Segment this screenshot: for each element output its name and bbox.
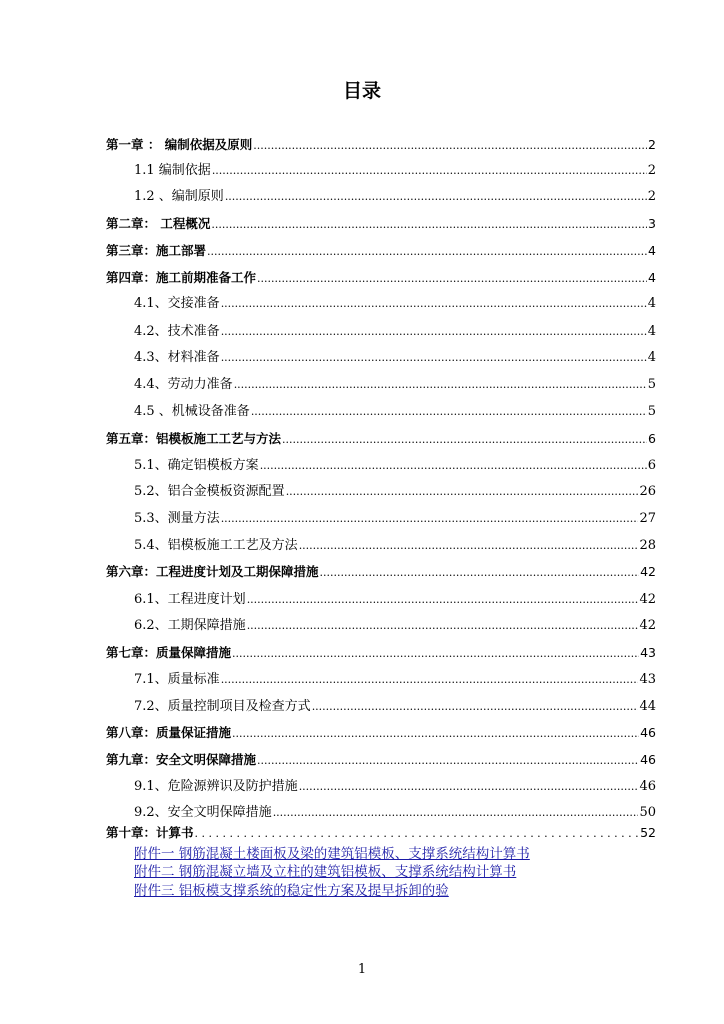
toc-entry-page: 3 <box>648 216 656 231</box>
toc-dot-leader <box>286 484 639 500</box>
toc-chapter-entry[interactable] <box>106 825 656 842</box>
toc-entry-page: 6 <box>648 431 656 446</box>
toc-entry-page: 52 <box>640 825 656 840</box>
toc-entry-page: 4 <box>647 324 656 339</box>
toc-entry-page: 4 <box>648 243 656 258</box>
toc-entry-label: 第十章：计算书 <box>106 825 194 840</box>
toc-section-entry[interactable] <box>134 324 656 340</box>
toc-dot-leader <box>232 726 639 742</box>
toc-dot-leader <box>221 296 647 312</box>
toc-entry-label: 7.1、质量标准 <box>134 672 220 687</box>
toc-section-entry[interactable] <box>134 592 656 608</box>
toc-chapter-entry[interactable] <box>106 243 656 260</box>
toc-dot-leader <box>257 271 647 287</box>
toc-section-entry[interactable] <box>134 618 656 634</box>
toc-entry-label: 4.4、劳动力准备 <box>134 377 233 392</box>
toc-entry-label: 6.2、工期保障措施 <box>134 618 246 633</box>
toc-dot-leader <box>299 779 639 795</box>
toc-section-entry[interactable] <box>134 672 656 688</box>
toc-section-entry[interactable] <box>134 377 656 393</box>
annex-link[interactable]: 附件三 铝板模支撑系统的稳定性方案及提早拆卸的验 <box>134 883 449 899</box>
toc-section-entry[interactable] <box>134 779 656 795</box>
toc-chapter-entry[interactable] <box>106 270 656 287</box>
toc-entry-label: 第二章： 工程概况 <box>106 216 211 231</box>
toc-entry-label: 9.2、安全文明保障措施 <box>134 805 272 820</box>
toc-entry-page: 43 <box>639 672 656 687</box>
toc-entry-label: 第一章 ： 编制依据及原则 <box>106 137 253 152</box>
toc-entry-label: 第八章：质量保证措施 <box>106 725 232 740</box>
toc-dot-leader <box>221 672 639 688</box>
toc-entry-label: 4.5 、机械设备准备 <box>134 404 250 419</box>
toc-chapter-entry[interactable] <box>106 564 656 581</box>
toc-dot-leader <box>273 805 639 821</box>
toc-entry-label: 5.3、测量方法 <box>134 511 220 526</box>
toc-entry-page: 42 <box>639 618 656 633</box>
toc-section-entry[interactable] <box>134 511 656 527</box>
toc-entry-label: 第六章：工程进度计划及工期保障措施 <box>106 564 319 579</box>
toc-dot-leader <box>253 138 647 154</box>
toc-dot-leader <box>282 432 647 448</box>
toc-chapter-entry[interactable] <box>106 645 656 662</box>
toc-dot-leader <box>299 538 639 554</box>
toc-entry-page: 2 <box>648 137 656 152</box>
toc-dot-leader <box>232 646 639 662</box>
toc-dot-leader <box>257 753 639 769</box>
toc-entry-page: 42 <box>639 592 656 607</box>
toc-entry-label: 4.2、技术准备 <box>134 324 220 339</box>
toc-entry-page: 50 <box>639 805 656 820</box>
toc-entry-page: 26 <box>639 484 656 499</box>
toc-entry-page: 4 <box>648 270 656 285</box>
toc-dot-leader <box>251 404 647 420</box>
toc-dot-leader <box>320 565 640 581</box>
toc-dot-leader <box>207 244 647 260</box>
toc-dot-leader <box>221 511 639 527</box>
annex-link[interactable]: 附件二 钢筋混凝立墙及立柱的建筑铝模板、支撑系统结构计算书 <box>134 864 517 880</box>
toc-dot-leader <box>247 618 639 634</box>
toc-dot-leader <box>212 163 647 179</box>
toc-entry-page: 6 <box>647 458 656 473</box>
toc-entry-page: 27 <box>639 511 656 526</box>
toc-entry-page: 2 <box>647 163 656 178</box>
toc-entry-label: 7.2、质量控制项目及检查方式 <box>134 699 311 714</box>
toc-entry-label: 5.1、确定铝模板方案 <box>134 458 259 473</box>
toc-section-entry[interactable] <box>134 805 656 821</box>
toc-entry-page: 46 <box>639 779 656 794</box>
toc-dot-leader <box>247 592 639 608</box>
toc-section-entry[interactable] <box>134 296 656 312</box>
toc-chapter-entry[interactable] <box>106 216 656 233</box>
toc-entry-label: 4.1、交接准备 <box>134 296 220 311</box>
toc-section-entry[interactable] <box>134 163 656 179</box>
toc-entry-page: 44 <box>639 699 656 714</box>
toc-entry-label: 6.1、工程进度计划 <box>134 592 246 607</box>
toc-chapter-entry[interactable] <box>106 725 656 742</box>
toc-entry-page: 4 <box>647 296 656 311</box>
toc-entry-page: 42 <box>640 564 656 579</box>
toc-entry-label: 9.1、危险源辨识及防护措施 <box>134 779 298 794</box>
annex-link[interactable]: 附件一 钢筋混凝土楼面板及梁的建筑铝模板、支撑系统结构计算书 <box>134 846 530 862</box>
page-title: 目录 <box>342 80 381 102</box>
toc-section-entry[interactable] <box>134 350 656 366</box>
toc-dot-leader <box>221 350 647 366</box>
toc-entry-page: 2 <box>647 189 656 204</box>
toc-entry-page: 5 <box>647 377 656 392</box>
toc-entry-label: 1.1 编制依据 <box>134 163 211 178</box>
toc-section-entry[interactable] <box>134 404 656 420</box>
toc-section-entry[interactable] <box>134 538 656 554</box>
toc-dot-leader <box>211 217 647 233</box>
toc-chapter-entry[interactable] <box>106 137 656 154</box>
toc-entry-page: 46 <box>640 725 656 740</box>
toc-section-entry[interactable] <box>134 699 656 715</box>
toc-dot-leader <box>225 189 647 205</box>
toc-entry-label: 5.2、铝合金模板资源配置 <box>134 484 285 499</box>
toc-entry-page: 5 <box>647 404 656 419</box>
toc-dot-leader <box>195 826 640 842</box>
toc-entry-label: 1.2 、编制原则 <box>134 189 224 204</box>
toc-entry-label: 第七章：质量保障措施 <box>106 645 232 660</box>
page-number: 1 <box>357 962 367 977</box>
toc-dot-leader <box>221 324 647 340</box>
toc-section-entry[interactable] <box>134 189 656 205</box>
toc-chapter-entry[interactable] <box>106 752 656 769</box>
toc-entry-page: 46 <box>640 752 656 767</box>
toc-dot-leader <box>234 377 647 393</box>
toc-dot-leader <box>312 699 639 715</box>
toc-entry-label: 4.3、材料准备 <box>134 350 220 365</box>
toc-entry-label: 第四章：施工前期准备工作 <box>106 270 257 285</box>
toc-chapter-entry[interactable] <box>106 431 656 448</box>
toc-entry-label: 5.4、铝模板施工工艺及方法 <box>134 538 298 553</box>
toc-entry-label: 第五章：铝模板施工工艺与方法 <box>106 431 282 446</box>
toc-entry-page: 4 <box>647 350 656 365</box>
toc-section-entry[interactable] <box>134 458 656 474</box>
toc-section-entry[interactable] <box>134 484 656 500</box>
toc-entry-page: 28 <box>639 538 656 553</box>
toc-entry-label: 第三章：施工部署 <box>106 243 207 258</box>
toc-entry-label: 第九章：安全文明保障措施 <box>106 752 257 767</box>
toc-dot-leader <box>260 458 647 474</box>
toc-entry-page: 43 <box>640 645 656 660</box>
